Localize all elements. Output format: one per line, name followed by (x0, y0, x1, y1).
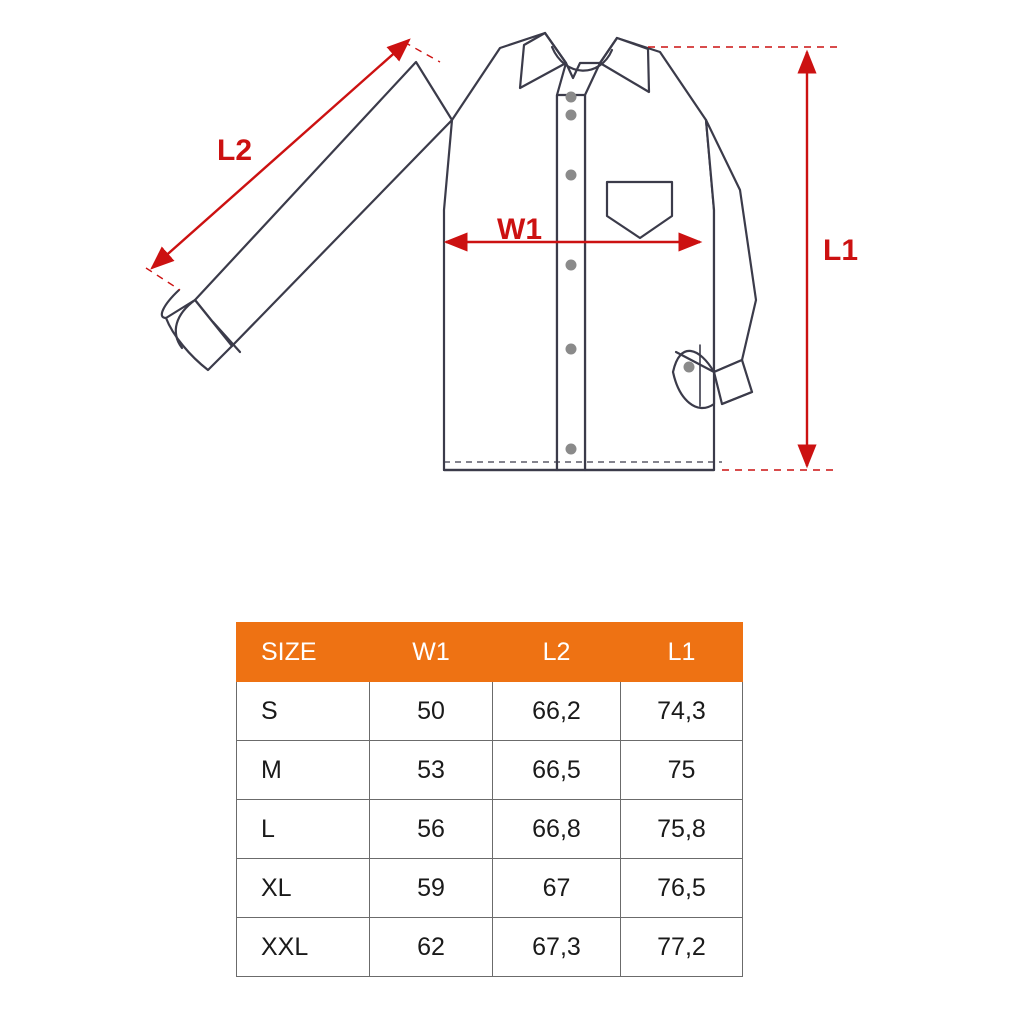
shirt-button (566, 170, 577, 181)
cell-size: XXL (237, 918, 370, 977)
table-row (237, 741, 743, 800)
shirt-button (566, 92, 577, 103)
guide-sleeve-top (404, 42, 440, 62)
cell-l1: 74,3 (621, 682, 743, 741)
cell-l2: 66,2 (493, 682, 621, 741)
shirt-button (566, 260, 577, 271)
cell-l2: 67 (493, 859, 621, 918)
guide-sleeve-bottom (146, 268, 180, 290)
table-row (237, 918, 743, 977)
cell-w1: 50 (370, 682, 493, 741)
cell-size: S (237, 682, 370, 741)
cell-w1: 56 (370, 800, 493, 859)
cell-w1: 59 (370, 859, 493, 918)
cuff-button (684, 362, 695, 373)
shirt-button (566, 344, 577, 355)
shirt-illustration (162, 33, 756, 470)
table-header-size: SIZE (237, 623, 370, 682)
table-header-l2: L2 (493, 623, 621, 682)
table-row (237, 859, 743, 918)
shirt-button (566, 444, 577, 455)
cell-l2: 66,8 (493, 800, 621, 859)
size-chart-table-wrapper (236, 622, 742, 977)
table-row (237, 800, 743, 859)
cell-size: M (237, 741, 370, 800)
label-l1: L1 (823, 234, 859, 267)
cell-l2: 67,3 (493, 918, 621, 977)
cell-w1: 62 (370, 918, 493, 977)
cell-l1: 75 (621, 741, 743, 800)
cell-l2: 66,5 (493, 741, 621, 800)
table-row (237, 682, 743, 741)
shirt-button (566, 110, 577, 121)
cell-l1: 75,8 (621, 800, 743, 859)
table-header-w1: W1 (370, 623, 493, 682)
cell-l1: 76,5 (621, 859, 743, 918)
cell-l1: 77,2 (621, 918, 743, 977)
table-header-row (237, 623, 743, 682)
size-chart-table (236, 622, 743, 977)
cell-size: L (237, 800, 370, 859)
cell-w1: 53 (370, 741, 493, 800)
label-w1: W1 (497, 213, 542, 246)
table-header-l1: L1 (621, 623, 743, 682)
label-l2: L2 (217, 134, 253, 167)
cell-size: XL (237, 859, 370, 918)
